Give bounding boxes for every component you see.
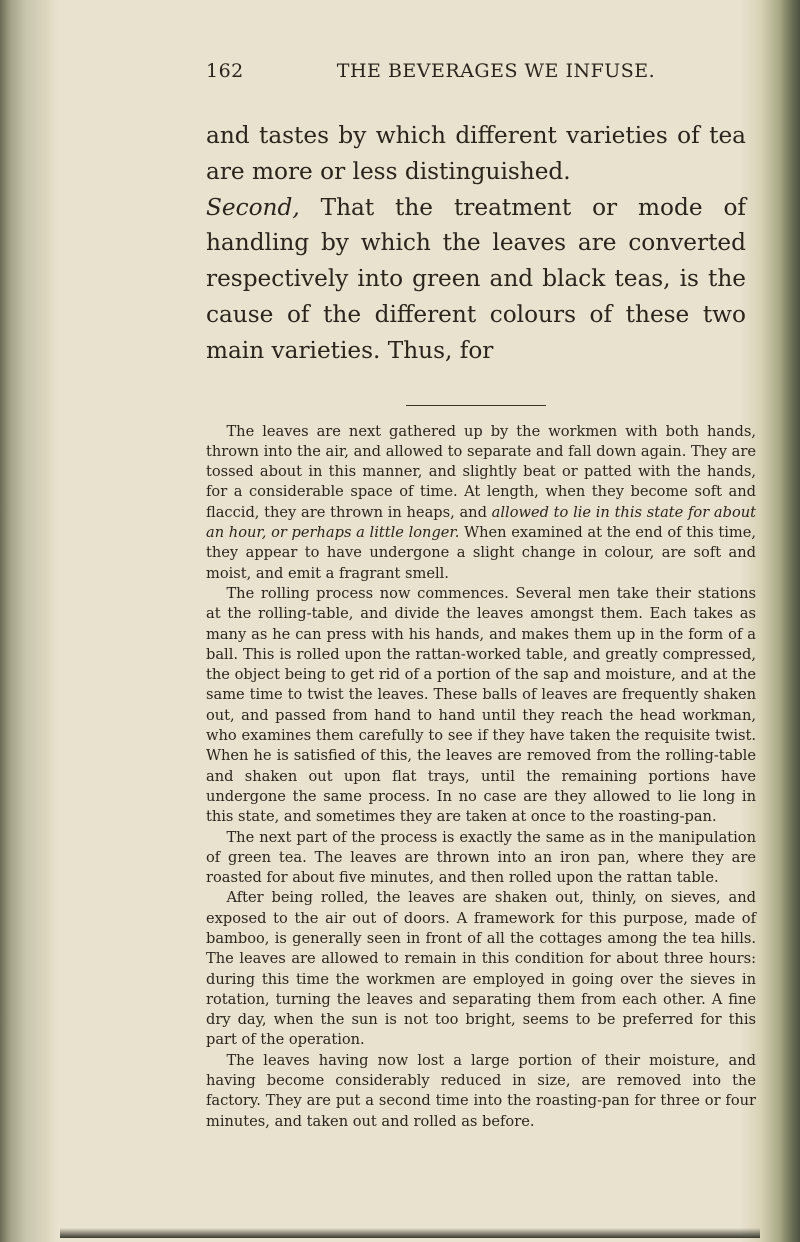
extract-paragraph-2: The rolling process now commences. Several men take their stations at the rolling-table, and divide the leaves amongst them. Each takes as many as he can press with his hands, and makes them up in the form of a ball. This is rolled upon the rattan-worked table, and greatly compressed, the object being to get rid of a portion of the sap and moisture, and at the same time to twist the leaves. These balls of leaves are frequently shaken out, and passed from hand to hand until they reach the head workman, who examines them carefully to see if they have taken the requisite twist. When he is satisfied of this, the leaves are removed from the rolling-table and shaken out upon flat trays, until the remaining portions have undergone the same process. In no case are they allowed to lie long in this state, and sometimes they are taken at once to the roasting-pan. [206, 584, 756, 826]
extract-text [206, 422, 756, 1132]
lead-label-second: Second, [206, 193, 300, 221]
extract-p1-text-b: When examined at the end of this time, they appear to have undergone a slight change in colour, are soft and moist, and emit a fragrant smell. [206, 524, 756, 582]
running-head: THE BEVERAGES WE INFUSE. [336, 60, 656, 82]
page-header [206, 60, 746, 90]
extract-paragraph-4: After being rolled, the leaves are shaken out, thinly, on sieves, and exposed to the air out of doors. A framework for this purpose, made of bamboo, is generally seen in front of all the cottages among the tea hills. The leaves are allowed to remain in this condition for about three hours: during this time the workmen are employed in going over the sieves in rotation, turning the leaves and separating them from each other. A fine dry day, when the sun is not too bright, seems to be preferred for this part of the operation. [206, 889, 756, 1049]
extract-paragraph-5: The leaves having now lost a large portion of their moisture, and having become considerably reduced in size, are removed into the factory. They are put a second time into the roasting-pan for three or four minutes, and taken out and rolled as before. [206, 1051, 756, 1130]
book-page [206, 60, 756, 1200]
extract-p1-italic: allowed to lie in this state for about an hour, or perhaps a little longer. [206, 503, 756, 542]
lead-paragraph-2-text: That the treatment or mode of handling by which the leaves are converted respectively into green and black teas, is the cause of the different colours of these two main varieties. Thus, for [206, 193, 746, 364]
page-edge-bottom [60, 1228, 760, 1238]
page-number: 162 [206, 60, 244, 82]
section-rule [406, 405, 546, 406]
lead-text [206, 118, 746, 369]
extract-paragraph-1 [206, 422, 756, 584]
lead-paragraph-1: and tastes by which different varieties of tea are more or less distinguished. [206, 122, 746, 185]
page-edge-left [0, 0, 58, 1242]
lead-paragraph-2 [206, 190, 746, 369]
extract-paragraph-3: The next part of the process is exactly the same as in the manipulation of green tea. The leaves are thrown into an iron pan, where they are roasted for about five minutes, and then rolled upon the rattan table. [206, 828, 756, 887]
extract-p1-text-a: The leaves are next gathered up by the workmen with both hands, thrown into the air, and allowed to separate and fall down again. They are tossed about in this manner, and slightly beat or patted with the hands, for a considerable space of time. At length, when they become soft and flaccid, they are thrown in heaps, and [206, 422, 756, 521]
